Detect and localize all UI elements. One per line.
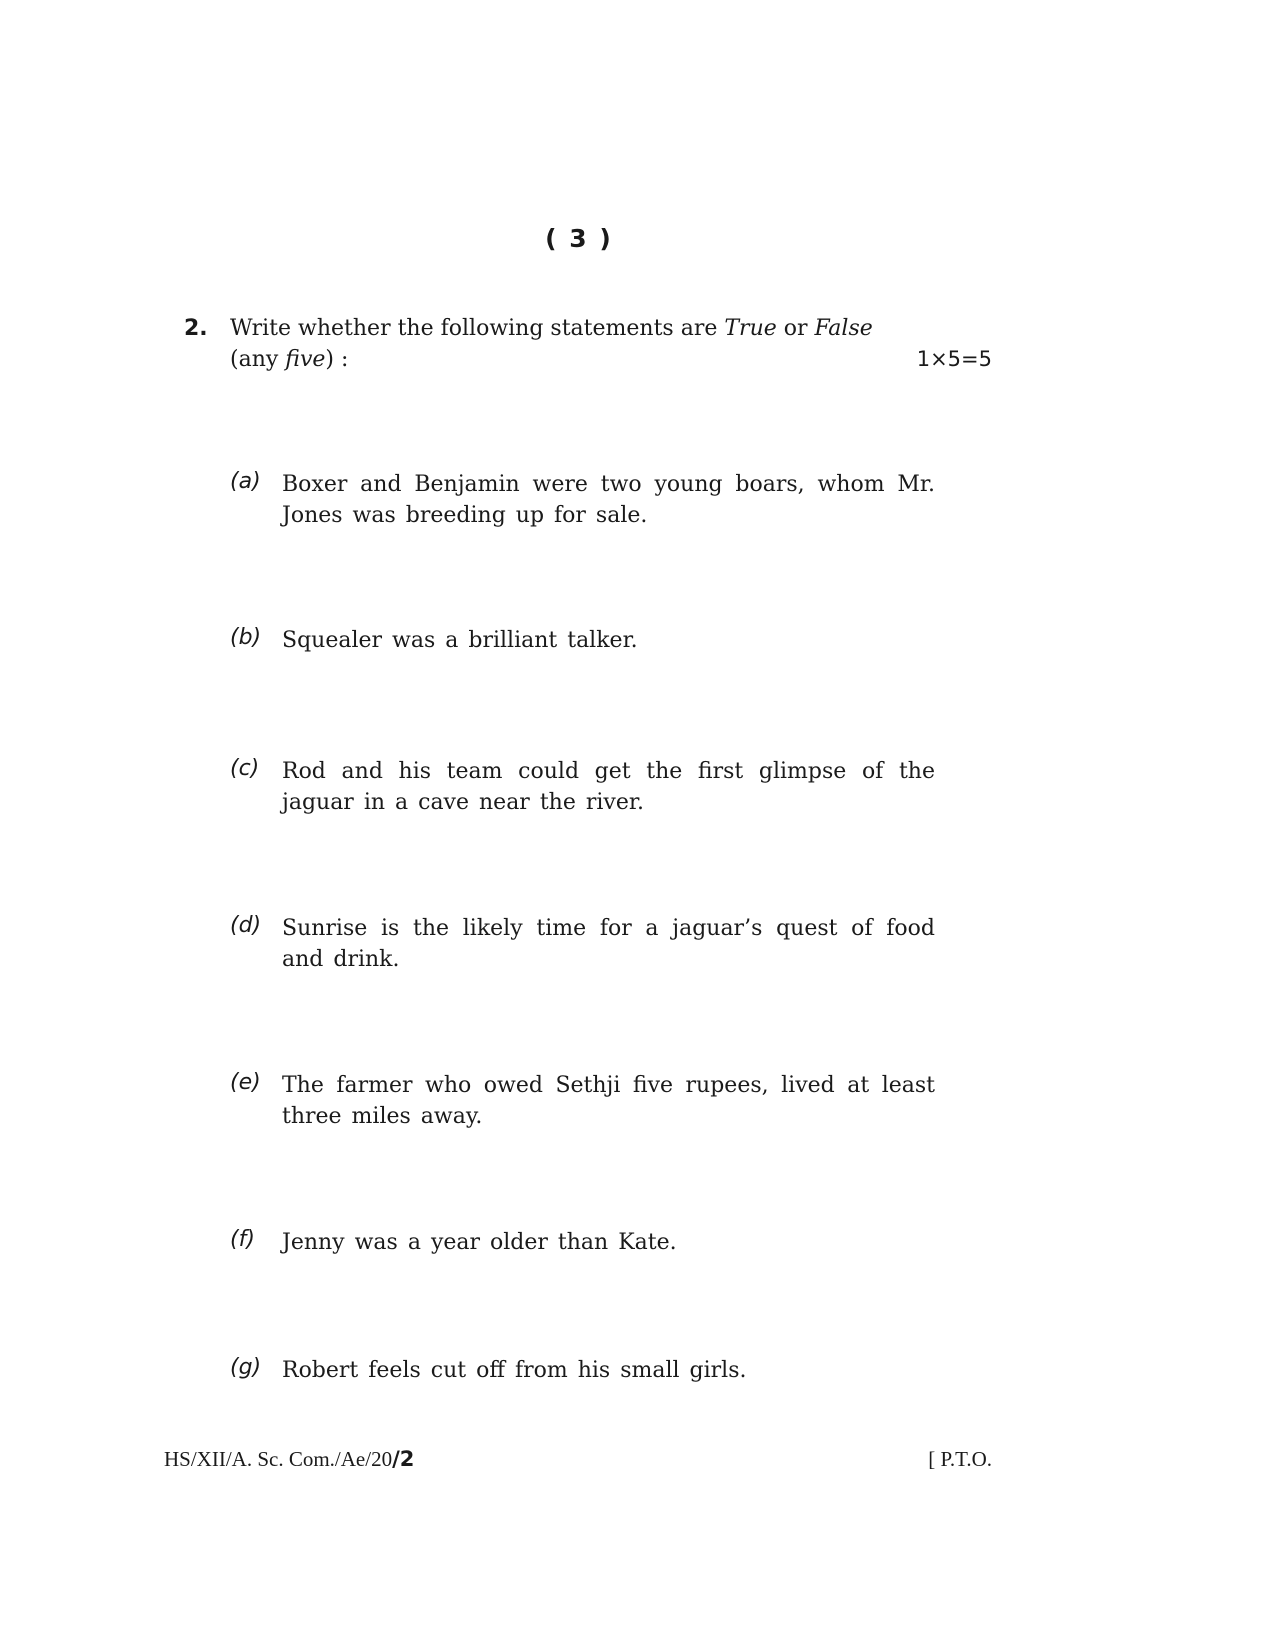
statement-item-f [230,1227,935,1258]
instruction-text: Write whether the following statements are [230,316,718,341]
item-label: (a) [230,469,261,494]
item-text: The farmer who owed Sethji five rupees, lived at least three miles away. [282,1073,935,1129]
pto-label: [ P.T.O. [928,1447,992,1471]
true-word: True [724,316,777,341]
item-text: Rod and his team could get the first glimpse of the jaguar in a cave near the river. [282,759,935,815]
five-word: five [285,347,326,372]
item-label: (c) [230,756,260,781]
item-text: Jenny was a year older than Kate. [282,1230,677,1255]
page-number: ( 3 ) [545,224,613,253]
false-word: False [814,316,873,341]
any-close: ) : [325,347,349,372]
statement-item-g [230,1355,935,1386]
item-text: Sunrise is the likely time for a jaguar’s quest of food and drink. [282,916,935,972]
item-text: Boxer and Benjamin were two young boars, whom Mr. Jones was breeding up for sale. [282,472,935,528]
item-text: Squealer was a brilliant talker. [282,628,638,653]
item-label: (d) [230,913,262,938]
question-number: 2. [184,316,208,341]
marks: 1×5=5 [916,347,992,371]
paper-code [164,1447,414,1472]
item-label: (b) [230,625,262,650]
question-instruction-line1 [230,316,873,341]
statement-item-c [230,756,935,818]
paper-code-text: HS/XII/A. Sc. Com./Ae/20 [164,1447,393,1471]
item-label: (f) [230,1227,255,1252]
item-label: (e) [230,1070,261,1095]
statement-item-a [230,469,935,531]
item-text: Robert feels cut off from his small girls. [282,1358,747,1383]
statement-item-e [230,1070,935,1132]
statement-item-d [230,913,935,975]
paper-code-suffix: /2 [392,1447,415,1471]
item-label: (g) [230,1355,262,1380]
question-instruction-line2 [230,347,348,372]
statement-item-b [230,625,935,656]
any-open: (any [230,347,279,372]
or-word: or [783,316,808,341]
